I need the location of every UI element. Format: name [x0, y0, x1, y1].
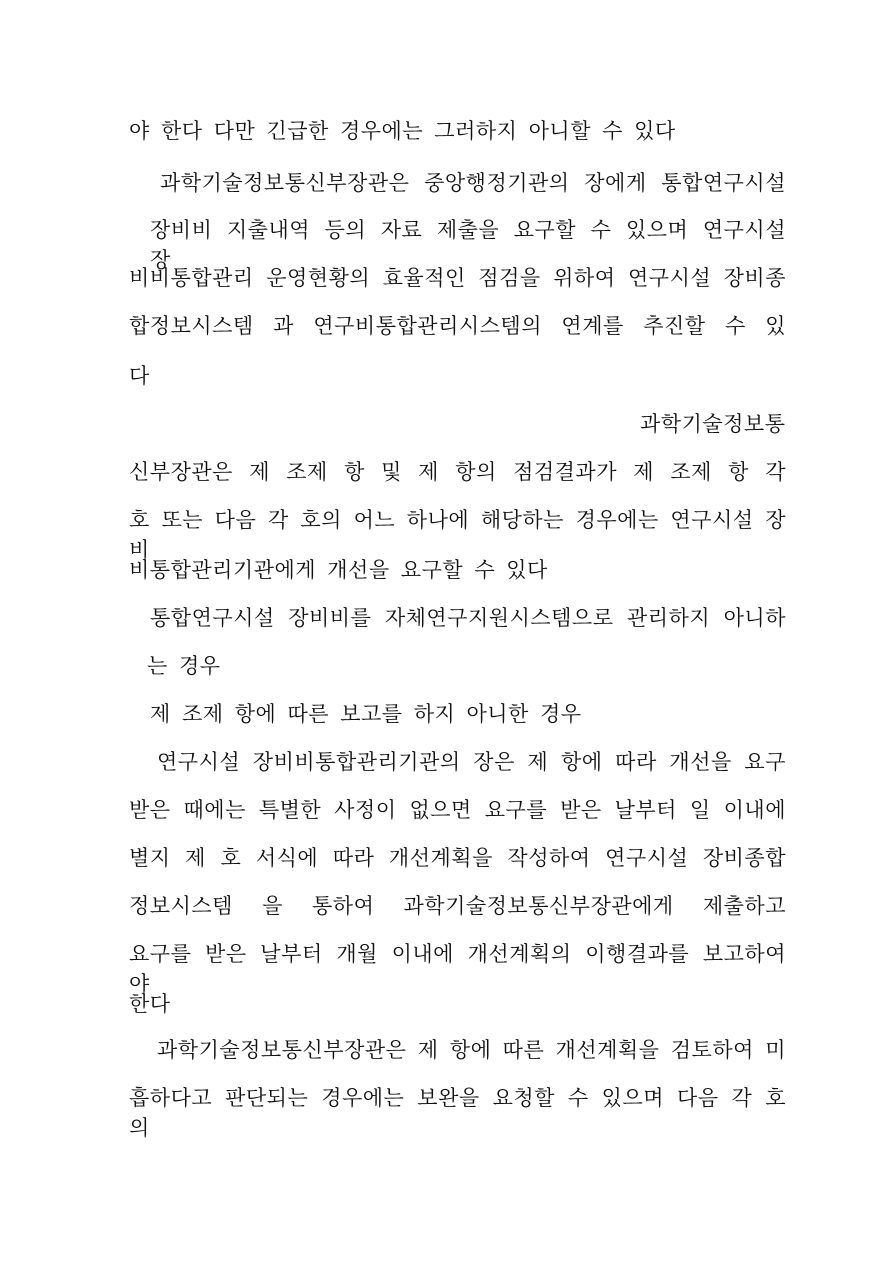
text-line-5: 합정보시스템 과 연구비통합관리시스템의 연계를 추진할 수 있: [129, 314, 786, 338]
text-line-4: 비비통합관리 운영현황의 효율적인 점검을 위하여 연구시설 장비종: [129, 266, 786, 290]
text-line-19: 한다: [129, 992, 171, 1016]
text-line-18: 요구를 받은 날부터 개월 이내에 개선계획의 이행결과를 보고하여야: [129, 942, 786, 996]
text-line-2: 과학기술정보통신부장관은 중앙행정기관의 장에게 통합연구시설: [160, 171, 786, 195]
text-line-11: 통합연구시설 장비비를 자체연구지원시스템으로 관리하지 아니하: [150, 606, 786, 630]
text-line-3: 장비비 지출내역 등의 자료 제출을 요구할 수 있으며 연구시설 장: [150, 218, 786, 272]
text-line-15: 받은 때에는 특별한 사정이 없으면 요구를 받은 날부터 일 이내에: [129, 798, 786, 822]
text-line-6: 다: [129, 364, 150, 388]
text-line-14: 연구시설 장비비통합관리기관의 장은 제 항에 따라 개선을 요구: [157, 750, 786, 774]
text-line-8: 신부장관은 제 조제 항 및 제 항의 점검결과가 제 조제 항 각: [129, 460, 786, 484]
text-line-12: 는 경우: [147, 654, 221, 678]
text-line-1: 야 한다 다만 긴급한 경우에는 그러하지 아니할 수 있다: [129, 119, 676, 143]
text-line-17: 정보시스템 을 통하여 과학기술정보통신부장관에게 제출하고: [129, 894, 786, 918]
text-line-9: 호 또는 다음 각 호의 어느 하나에 해당하는 경우에는 연구시설 장비: [129, 508, 786, 562]
text-line-13: 제 조제 항에 따른 보고를 하지 아니한 경우: [150, 702, 582, 726]
text-line-20: 과학기술정보통신부장관은 제 항에 따른 개선계획을 검토하여 미: [157, 1038, 786, 1062]
text-line-10: 비통합관리기관에게 개선을 요구할 수 있다: [129, 558, 548, 582]
text-line-16: 별지 제 호 서식에 따라 개선계획을 작성하여 연구시설 장비종합: [129, 846, 786, 870]
text-line-7: 과학기술정보통: [640, 412, 786, 436]
text-line-21: 흡하다고 판단되는 경우에는 보완을 요청할 수 있으며 다음 각 호의: [129, 1086, 786, 1140]
